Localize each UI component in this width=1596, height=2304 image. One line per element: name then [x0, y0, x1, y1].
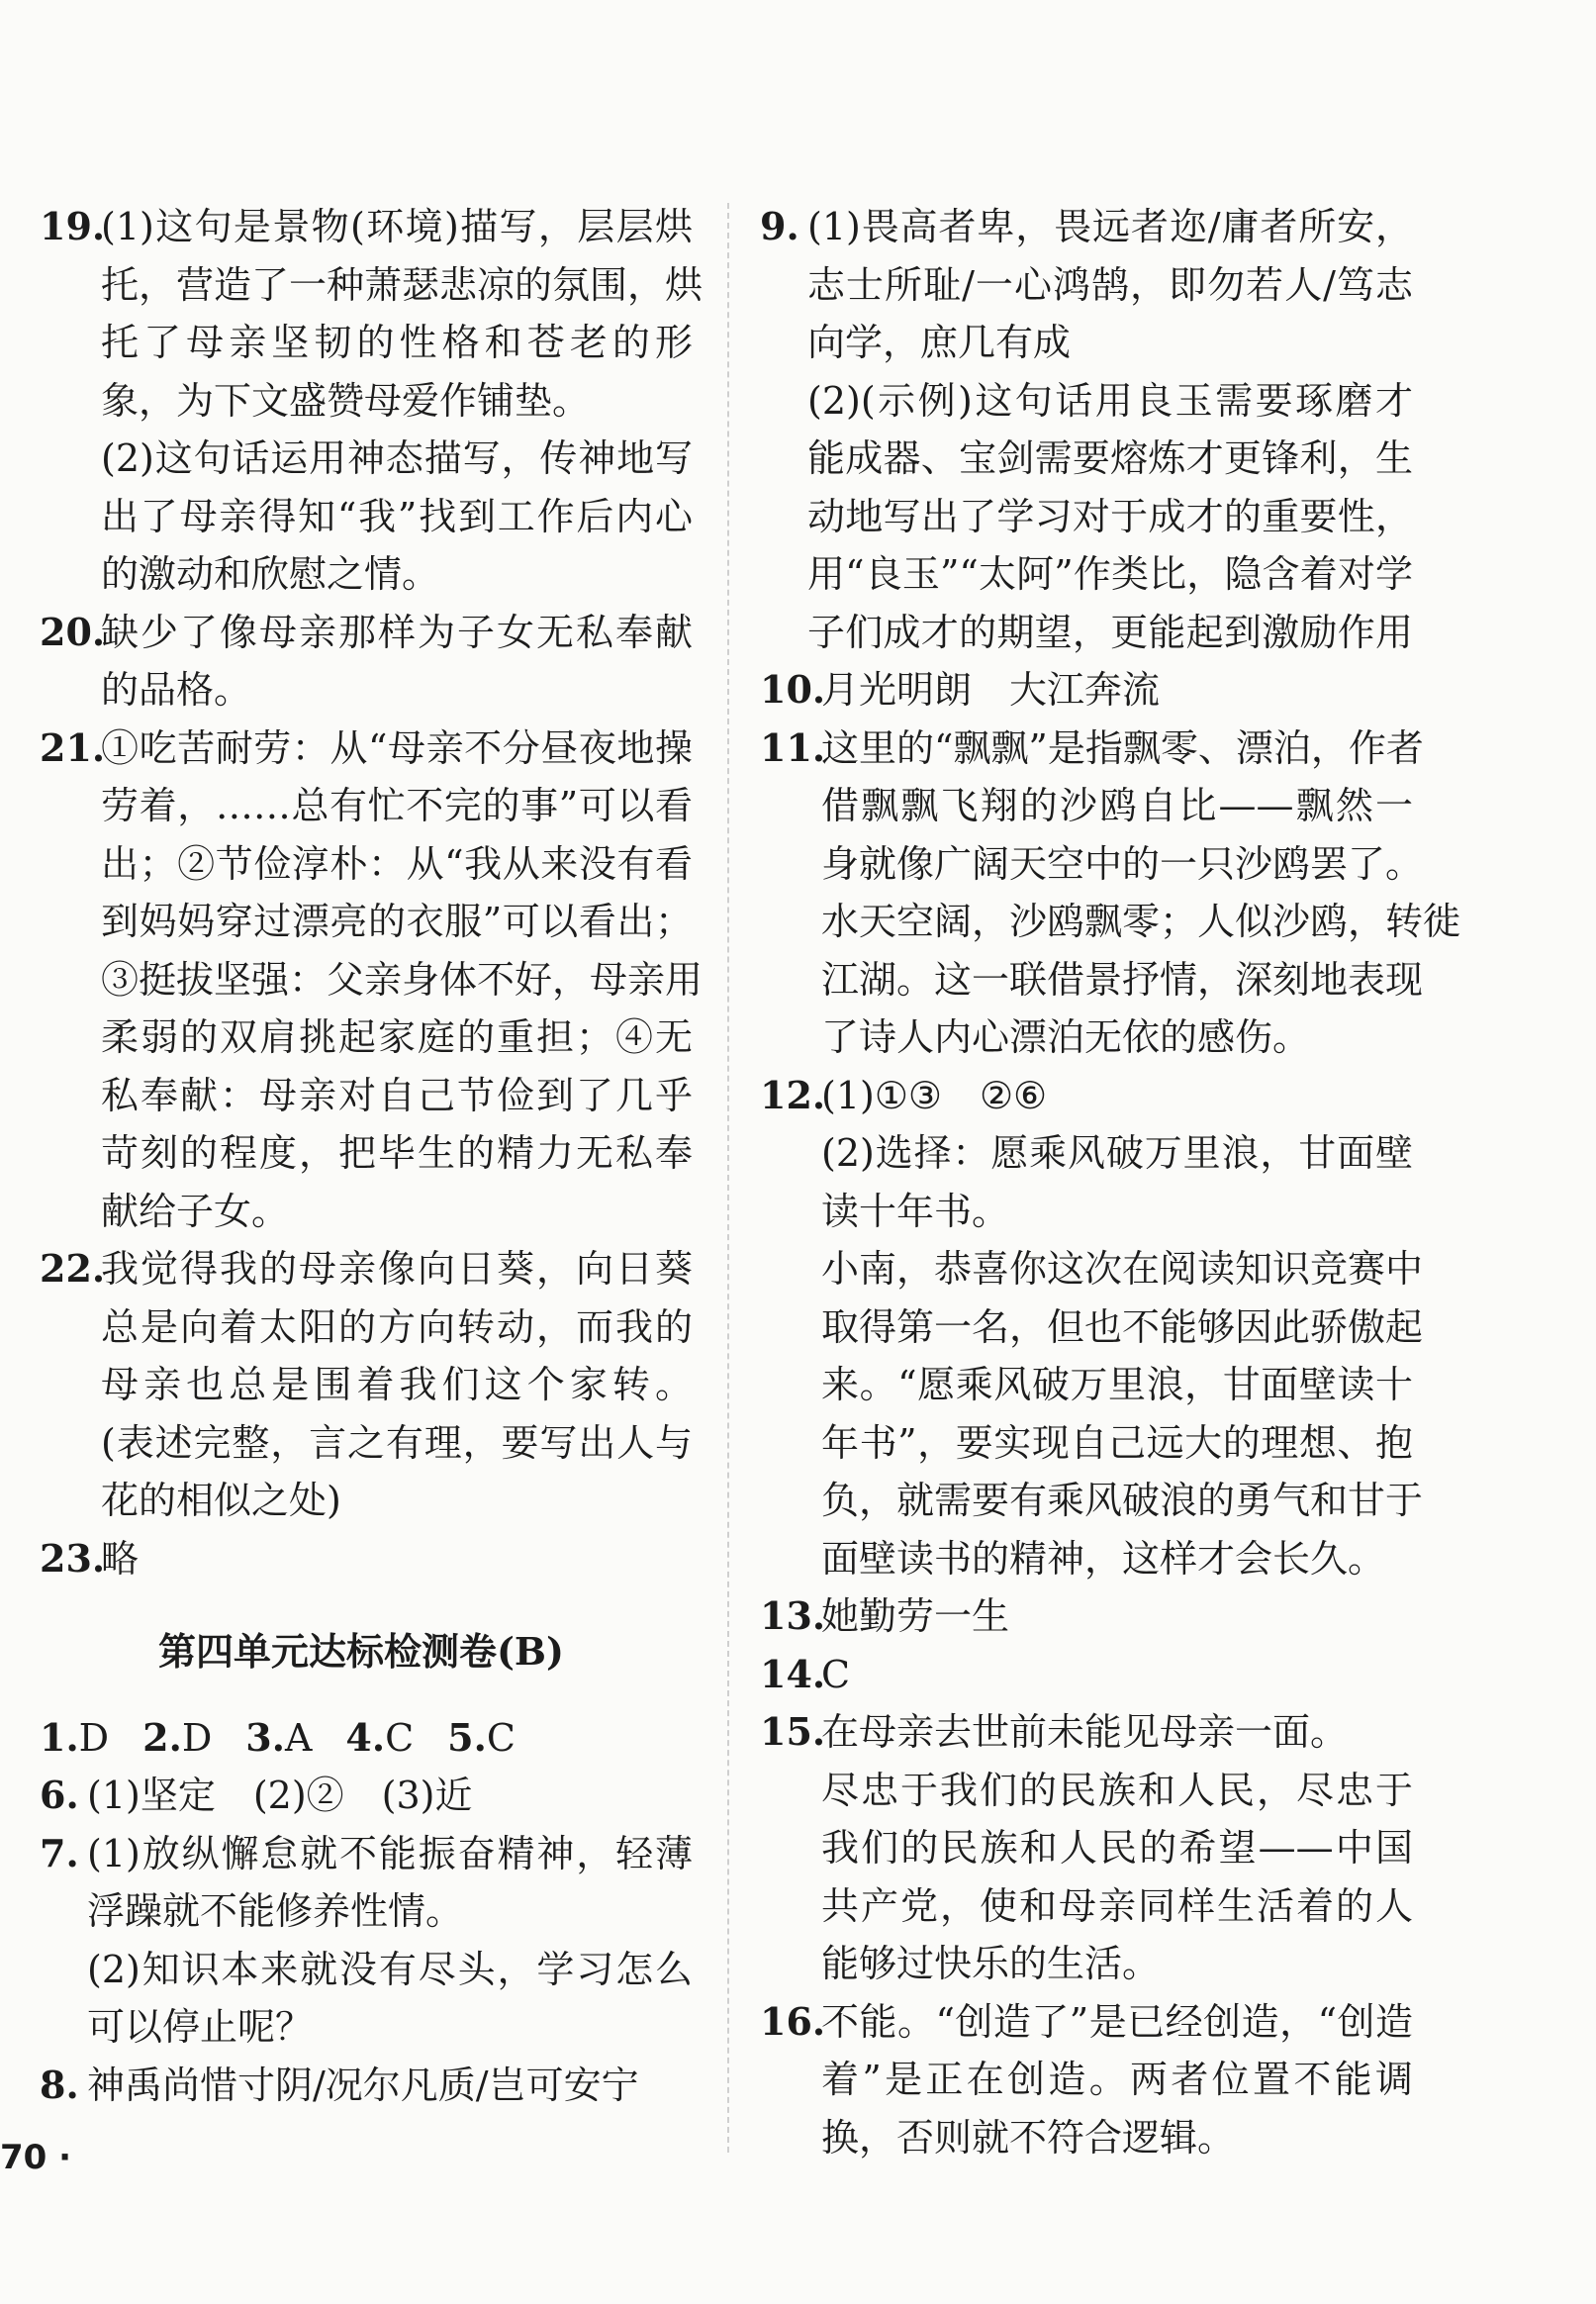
answer-8 — [40, 2057, 693, 2115]
question-number: 13. — [760, 1593, 826, 1638]
answer-11 — [760, 720, 1461, 1067]
answer-line: ①吃苦耐劳：从“母亲不分昼夜地操 — [101, 725, 693, 770]
mc-answer: 1.D — [40, 1714, 110, 1760]
question-number: 22. — [40, 1246, 106, 1291]
answer-line: 在母亲去世前未能见母亲一面。 — [821, 1710, 1349, 1754]
answer-line: 读十年书。 — [821, 1189, 1010, 1233]
answer-line: 我觉得我的母亲像向日葵，向日葵 — [101, 1247, 693, 1291]
answer-line: 苛刻的程度，把毕生的精力无私奉 — [101, 1131, 693, 1175]
answer-line: 用“良玉”“太阿”作类比，隐含着对学 — [807, 552, 1413, 596]
column-divider — [727, 203, 729, 2153]
answer-line: 能成器、宝剑需要熔炼才更锋利，生 — [807, 436, 1413, 480]
answer-line: 能够过快乐的生活。 — [821, 1942, 1161, 1985]
answer-line: 了诗人内心漂泊无依的感伤。 — [821, 1015, 1311, 1059]
answer-line: 志士所耻/一心鸿鹄，即勿若人/笃志 — [807, 262, 1413, 307]
question-number: 12. — [760, 1072, 826, 1117]
answer-line: 共产党，使和母亲同样生活着的人 — [821, 1883, 1413, 1928]
answer-line: 年书”，要实现自己远大的理想、抱 — [821, 1420, 1413, 1465]
answer-9 — [760, 198, 1413, 661]
question-number: 19. — [40, 204, 106, 248]
question-number: 14. — [760, 1651, 826, 1696]
answer-line: (2)知识本来就没有尽头，学习怎么 — [87, 1947, 693, 1991]
answer-line: 子们成才的期望，更能起到激励作用 — [807, 610, 1413, 654]
answer-line: 总是向着太阳的方向转动，而我的 — [101, 1304, 693, 1349]
answer-line: (1)坚定 (2)② (3)近 — [87, 1774, 473, 1817]
section-title: 第四单元达标检测卷(B) — [157, 1629, 565, 1674]
question-number: 20. — [40, 609, 106, 654]
answer-line: 献给子女。 — [101, 1189, 290, 1233]
answer-line: 她勤劳一生 — [821, 1594, 1010, 1638]
answer-23 — [40, 1530, 693, 1588]
answer-line: 取得第一名，但也不能够因此骄傲起 — [821, 1304, 1424, 1349]
answer-line: 浮躁就不能修养性情。 — [87, 1889, 464, 1933]
answer-line: (1)放纵懈怠就不能振奋精神，轻薄 — [87, 1831, 693, 1875]
answer-line: 江湖。这一联借景抒情，深刻地表现 — [821, 957, 1424, 1002]
answer-line: 劳着，……总有忙不完的事”可以看 — [101, 784, 693, 827]
left-column — [40, 198, 704, 2114]
answer-line: (2)这句话运用神态描写，传神地写 — [101, 436, 693, 480]
answer-line: (1)①③ ②⑥ — [821, 1073, 1048, 1117]
answer-7 — [40, 1825, 693, 2057]
answer-line: 的激动和欣慰之情。 — [101, 552, 440, 596]
answer-line: 借飘飘飞翔的沙鸥自比——飘然一 — [821, 784, 1413, 827]
answer-line: 柔弱的双肩挑起家庭的重担；④无 — [101, 1015, 693, 1059]
answer-line: 象，为下文盛赞母爱作铺垫。 — [101, 378, 591, 423]
answer-20 — [40, 604, 693, 720]
answer-21 — [40, 720, 704, 1241]
answer-22 — [40, 1240, 693, 1530]
question-number: 7. — [40, 1830, 79, 1875]
answer-line: 的品格。 — [101, 668, 252, 712]
question-number: 6. — [40, 1773, 79, 1817]
answer-line: 向学，庶几有成 — [807, 321, 1072, 364]
page-number: 70 · — [0, 2138, 72, 2177]
answer-line: 小南，恭喜你这次在阅读知识竞赛中 — [821, 1247, 1424, 1291]
answer-line: 神禹尚惜寸阴/况尔凡质/岂可安宁 — [87, 2063, 639, 2107]
question-number: 23. — [40, 1535, 106, 1581]
question-number: 9. — [760, 204, 799, 248]
answer-line: 不能。“创造了”是已经创造，“创造 — [821, 1999, 1413, 2044]
multiple-choice-answers — [40, 1709, 693, 1768]
question-number: 21. — [40, 724, 106, 770]
question-number: 16. — [760, 1998, 826, 2044]
mc-answer: 5.C — [447, 1714, 516, 1760]
answer-line: 动地写出了学习对于成才的重要性， — [807, 494, 1413, 538]
answer-line: 着”是正在创造。两者位置不能调 — [821, 2058, 1413, 2101]
answer-line: 来。“愿乘风破万里浪，甘面壁读十 — [821, 1363, 1413, 1406]
answer-line: (1)这句是景物(环境)描写，层层烘 — [101, 205, 693, 248]
mc-answer: 3.A — [245, 1714, 313, 1760]
answer-12 — [760, 1067, 1424, 1588]
answer-line: 到妈妈穿过漂亮的衣服”可以看出； — [101, 900, 693, 943]
answer-line: 托了母亲坚韧的性格和苍老的形 — [101, 321, 693, 364]
answer-line: 略 — [101, 1536, 140, 1581]
answer-13 — [760, 1587, 1413, 1646]
answer-line: (表述完整，言之有理，要写出人与 — [101, 1420, 693, 1465]
answer-line: C — [821, 1652, 851, 1696]
mc-answer: 2.D — [142, 1714, 213, 1760]
right-column — [760, 198, 1461, 2166]
answer-line: 月光明朗 大江奔流 — [821, 668, 1161, 712]
answer-19 — [40, 198, 704, 604]
answer-line: 尽忠于我们的民族和人民，尽忠于 — [821, 1768, 1413, 1812]
answer-line: 面壁读书的精神，这样才会长久。 — [821, 1536, 1386, 1581]
answer-line: 托，营造了一种萧瑟悲凉的氛围，烘 — [101, 262, 704, 307]
answer-line: (1)畏高者卑，畏远者迩/庸者所安， — [807, 205, 1413, 248]
answer-line: 出了母亲得知“我”找到工作后内心 — [101, 494, 693, 538]
answer-line: (2)选择：愿乘风破万里浪，甘面壁 — [821, 1131, 1413, 1175]
answer-line: 母亲也总是围着我们这个家转。 — [101, 1363, 693, 1406]
answer-16 — [760, 1993, 1413, 2167]
answer-line: 可以停止呢？ — [87, 2005, 314, 2049]
question-number: 8. — [40, 2062, 79, 2107]
question-number: 11. — [760, 724, 826, 770]
answer-line: 身就像广阔天空中的一只沙鸥罢了。 — [821, 841, 1424, 886]
mc-answer: 4.C — [345, 1714, 415, 1760]
answer-line: 出；②节俭淳朴：从“我从来没有看 — [101, 841, 693, 886]
answer-14 — [760, 1646, 1413, 1704]
question-number: 15. — [760, 1709, 826, 1754]
answer-line: 缺少了像母亲那样为子女无私奉献 — [101, 610, 693, 654]
question-number: 10. — [760, 667, 826, 712]
answer-line: 负，就需要有乘风破浪的勇气和甘于 — [821, 1479, 1424, 1522]
answer-line: 水天空阔，沙鸥飘零；人似沙鸥，转徙 — [821, 900, 1461, 943]
answer-line: ③挺拔坚强：父亲身体不好，母亲用 — [101, 957, 704, 1002]
answer-line: 这里的“飘飘”是指飘零、漂泊，作者 — [821, 725, 1424, 770]
answer-line: (2)(示例)这句话用良玉需要琢磨才 — [807, 378, 1413, 423]
answer-line: 私奉献：母亲对自己节俭到了几乎 — [101, 1073, 693, 1117]
answer-line: 花的相似之处) — [101, 1479, 341, 1522]
answer-6 — [40, 1767, 693, 1825]
answer-line: 换，否则就不符合逻辑。 — [821, 2115, 1236, 2160]
answer-15 — [760, 1703, 1413, 1993]
answer-10 — [760, 661, 1413, 720]
answer-line: 我们的民族和人民的希望——中国 — [821, 1826, 1413, 1870]
